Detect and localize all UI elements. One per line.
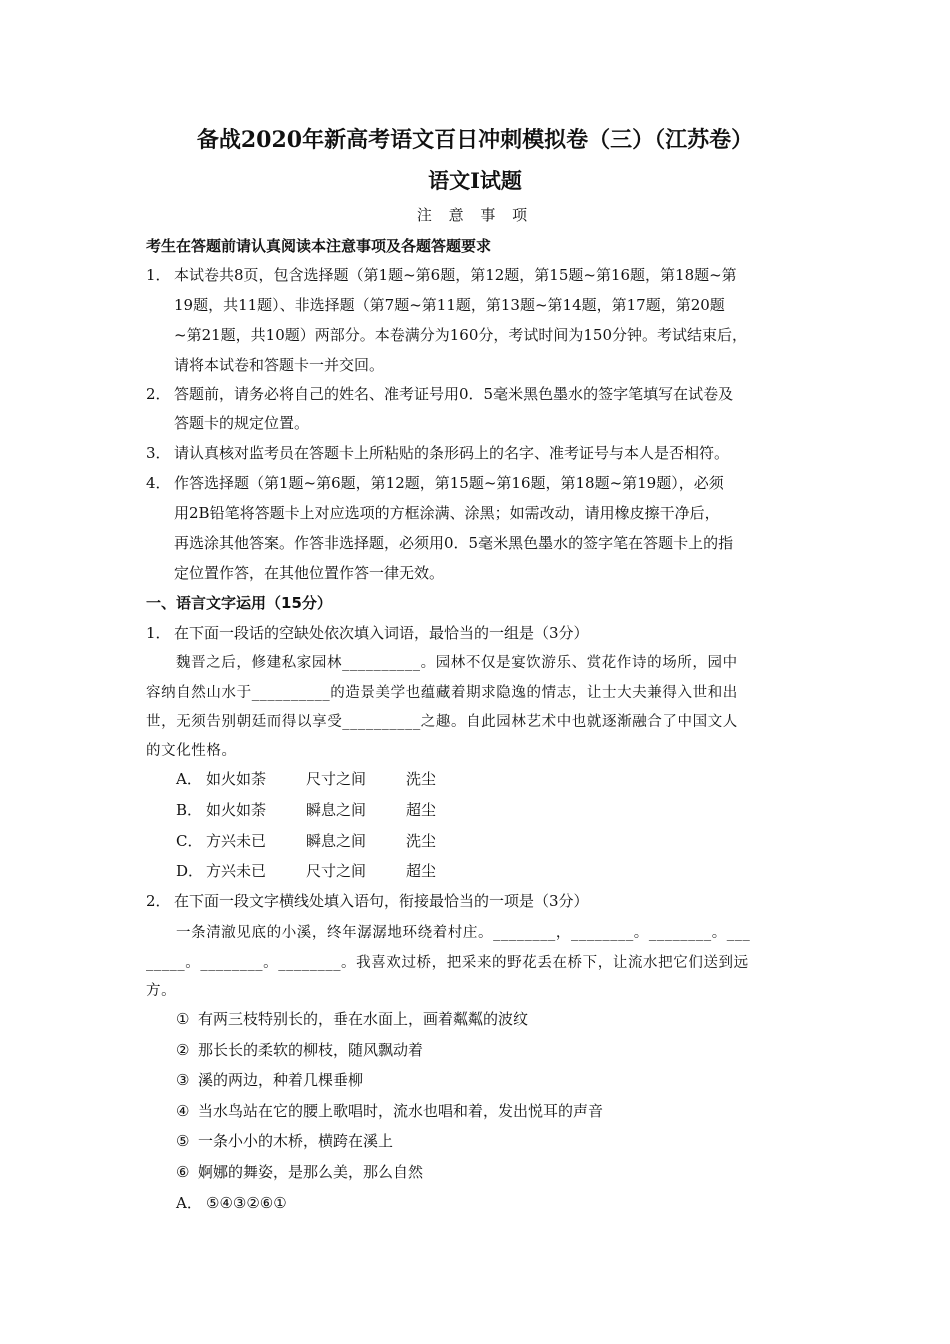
option-word: 方兴未已 bbox=[206, 862, 267, 880]
option-word: 瞬息之间 bbox=[306, 801, 367, 819]
notice-line: 本试卷共8页，包含选择题（第1题~第6题，第12题，第15题~第16题，第18题~第 bbox=[174, 266, 737, 284]
item-text: 婀娜的舞姿，是那么美，那么自然 bbox=[198, 1163, 424, 1181]
option-c bbox=[176, 830, 436, 852]
option-word: 洗尘 bbox=[406, 770, 437, 788]
option-word: 如火如荼 bbox=[206, 801, 267, 819]
option-word: 尺寸之间 bbox=[306, 770, 367, 788]
option-word: 如火如荼 bbox=[206, 770, 267, 788]
notice-line: 定位置作答，在其他位置作答一律无效。 bbox=[174, 564, 445, 582]
option-d bbox=[176, 860, 436, 882]
option-word: 超尘 bbox=[406, 862, 437, 880]
question-2-stem bbox=[146, 890, 589, 912]
passage-line: 容纳自然山水于__________的造景美学也蕴藏着期求隐逸的情志，让士大夫兼得入世和出 bbox=[146, 685, 738, 701]
notice-line: ~第21题，共10题）两部分。本卷满分为160分，考试时间为150分钟。考试结束后， bbox=[174, 326, 748, 344]
option-word: 超尘 bbox=[406, 801, 437, 819]
option-a bbox=[176, 768, 436, 790]
item-mark: ④ bbox=[176, 1102, 190, 1120]
question-text: 在下面一段话的空缺处依次填入词语，最恰当的一组是（3分） bbox=[174, 624, 589, 642]
option-letter: C． bbox=[176, 832, 203, 850]
option-letter: B． bbox=[176, 801, 203, 819]
question-text: 在下面一段文字横线处填入语句，衔接最恰当的一项是（3分） bbox=[174, 892, 589, 910]
question-number: 1． bbox=[146, 624, 171, 642]
option-word: 尺寸之间 bbox=[306, 862, 367, 880]
option-word: 瞬息之间 bbox=[306, 832, 367, 850]
item-mark: ③ bbox=[176, 1071, 190, 1089]
passage-line: 世，无须告别朝廷而得以享受__________之趣。自此园林艺术中也就逐渐融合了中国文人 bbox=[146, 714, 738, 730]
passage-line: 魏晋之后，修建私家园林__________。园林不仅是宴饮游乐、赏花作诗的场所，园中 bbox=[176, 655, 738, 671]
sentence-item-2 bbox=[176, 1039, 423, 1061]
notice-item-4 bbox=[146, 472, 724, 494]
item-text: 一条小小的木桥，横跨在溪上 bbox=[198, 1132, 394, 1150]
page-subtitle: 语文Ⅰ试题 bbox=[428, 168, 522, 193]
section-title: 一、语言文字运用（15分） bbox=[146, 594, 332, 612]
notice-line: 19题，共11题）、非选择题（第7题~第11题，第13题~第14题，第17题，第20题 bbox=[174, 296, 725, 314]
passage-line: 一条清澈见底的小溪，终年潺潺地环绕着村庄。________，________。________。___ bbox=[176, 925, 751, 941]
notice-line: 再选涂其他答案。作答非选择题，必须用0．5毫米黑色墨水的签字笔在答题卡上的指 bbox=[174, 534, 734, 552]
notice-item-3 bbox=[146, 442, 729, 464]
notice-number: 3． bbox=[146, 444, 171, 462]
option-letter: D． bbox=[176, 862, 204, 880]
notice-item-1 bbox=[146, 264, 737, 286]
notice-number: 4． bbox=[146, 474, 171, 492]
passage-line: _____。________。________。我喜欢过桥，把采来的野花丢在桥下，让流水把它们送到远 bbox=[146, 955, 749, 971]
notice-number: 1． bbox=[146, 266, 171, 284]
item-mark: ⑤ bbox=[176, 1132, 190, 1150]
notice-intro: 考生在答题前请认真阅读本注意事项及各题答题要求 bbox=[146, 237, 492, 255]
option-word: 洗尘 bbox=[406, 832, 437, 850]
item-mark: ① bbox=[176, 1010, 190, 1028]
item-text: 当水鸟站在它的腰上歌唱时，流水也唱和着，发出悦耳的声音 bbox=[198, 1102, 604, 1120]
option-a bbox=[176, 1192, 287, 1214]
notice-number: 2． bbox=[146, 385, 171, 403]
sentence-item-4 bbox=[176, 1100, 603, 1122]
passage-line: 方。 bbox=[146, 983, 177, 999]
item-text: 那长长的柔软的柳枝，随风飘动着 bbox=[198, 1041, 424, 1059]
item-mark: ⑥ bbox=[176, 1163, 190, 1181]
item-text: 溪的两边，种着几棵垂柳 bbox=[198, 1071, 364, 1089]
notice-line: 用2B铅笔将答题卡上对应选项的方框涂满、涂黑；如需改动，请用橡皮擦干净后， bbox=[174, 504, 720, 522]
page-title: 备战2020年新高考语文百日冲刺模拟卷（三）（江苏卷） bbox=[196, 127, 754, 153]
passage-line: 的文化性格。 bbox=[146, 743, 237, 759]
notice-title: 注 意 事 项 bbox=[416, 206, 534, 224]
option-letter: A． bbox=[176, 770, 202, 788]
sentence-item-1 bbox=[176, 1008, 528, 1030]
sentence-item-5 bbox=[176, 1130, 393, 1152]
option-text: ⑤④③②⑥① bbox=[206, 1194, 287, 1212]
notice-line: 作答选择题（第1题~第6题，第12题，第15题~第16题，第18题~第19题），必须 bbox=[174, 474, 724, 492]
option-letter: A． bbox=[176, 1194, 202, 1212]
option-b bbox=[176, 799, 436, 821]
notice-line: 请将本试卷和答题卡一并交回。 bbox=[174, 356, 385, 374]
notice-line: 答题前，请务必将自己的姓名、准考证号用0．5毫米黑色墨水的签字笔填写在试卷及 bbox=[174, 385, 734, 403]
notice-line: 答题卡的规定位置。 bbox=[174, 414, 310, 432]
notice-item-2 bbox=[146, 383, 733, 405]
item-mark: ② bbox=[176, 1041, 190, 1059]
question-1-stem bbox=[146, 622, 589, 644]
sentence-item-3 bbox=[176, 1069, 363, 1091]
notice-line: 请认真核对监考员在答题卡上所粘贴的条形码上的名字、准考证号与本人是否相符。 bbox=[174, 444, 730, 462]
option-word: 方兴未已 bbox=[206, 832, 267, 850]
question-number: 2． bbox=[146, 892, 171, 910]
item-text: 有两三枝特别长的，垂在水面上，画着粼粼的波纹 bbox=[198, 1010, 529, 1028]
sentence-item-6 bbox=[176, 1161, 423, 1183]
